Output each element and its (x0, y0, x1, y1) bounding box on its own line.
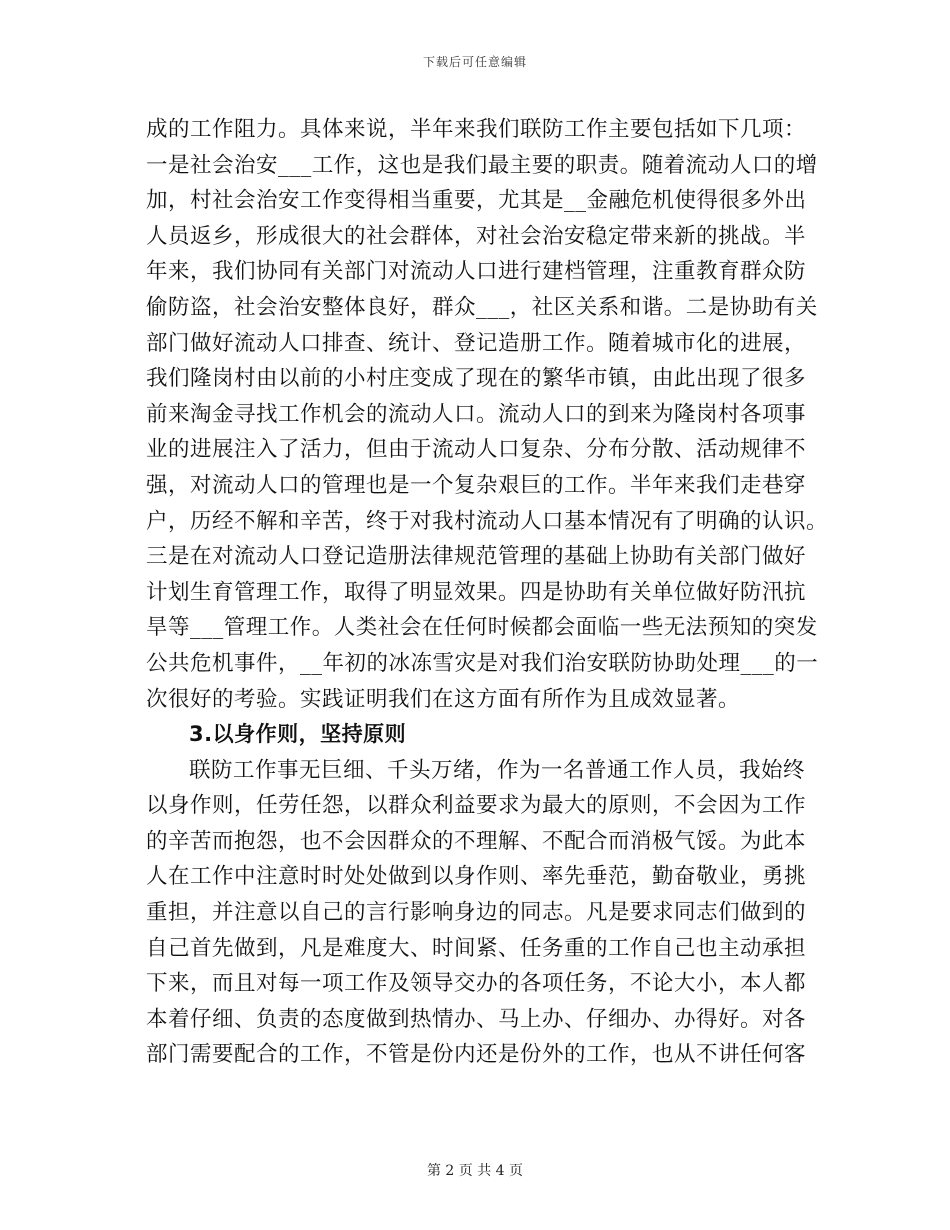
document-body (146, 112, 829, 1073)
paragraph-line: 计划生育管理工作，取得了明显效果。四是协助有关单位做好防汛抗 (146, 579, 807, 605)
paragraph-line: 人员返乡，形成很大的社会群体，对社会治安稳定带来新的挑战。半 (146, 223, 807, 249)
paragraph-line: 三是在对流动人口登记造册法律规范管理的基础上协助有关部门做好 (146, 544, 807, 570)
paragraph-line: 人在工作中注意时时处处做到以身作则、率先垂范，勤奋敬业，勇挑 (146, 864, 807, 890)
paragraph-line: 我们隆岗村由以前的小村庄变成了现在的繁华市镇，由此出现了很多 (146, 366, 807, 392)
header-note: 下载后可任意编辑 (422, 55, 527, 69)
paragraph-line: 前来淘金寻找工作机会的流动人口。流动人口的到来为隆岗村各项事 (146, 401, 807, 427)
paragraph-line: 公共危机事件，__年初的冰冻雪灾是对我们治安联防协助处理___的一 (146, 650, 819, 676)
paragraph-line: 下来，而且对每一项工作及领导交办的各项任务，不论大小，本人都 (146, 971, 807, 997)
paragraph-line: 偷防盗，社会治安整体良好，群众___，社区关系和谐。二是协助有关 (146, 294, 818, 320)
paragraph-line: 年来，我们协同有关部门对流动人口进行建档管理，注重教育群众防 (146, 259, 807, 285)
paragraph-line: 次很好的考验。实践证明我们在这方面有所作为且成效显著。 (146, 686, 741, 712)
page-number: 第 2 页 共 4 页 (426, 1163, 524, 1179)
paragraph-line: 的辛苦而抱怨，也不会因群众的不理解、不配合而消极气馁。为此本 (146, 828, 807, 854)
paragraph-line: 旱等___管理工作。人类社会在任何时候都会面临一些无法预知的突发 (146, 615, 818, 641)
paragraph-line: 联防工作事无巨细、千头万绪，作为一名普通工作人员，我始终 (189, 757, 806, 783)
section-heading: 3.以身作则，坚持原则 (189, 722, 407, 747)
paragraph-line: 本着仔细、负责的态度做到热情办、马上办、仔细办、办得好。对各 (146, 1006, 807, 1032)
paragraph-line: 重担，并注意以自己的言行影响身边的同志。凡是要求同志们做到的 (146, 900, 807, 926)
paragraph-line: 成的工作阻力。具体来说，半年来我们联防工作主要包括如下几项： (146, 117, 807, 142)
paragraph-line: 一是社会治安___工作，这也是我们最主要的职责。随着流动人口的增 (146, 152, 818, 178)
paragraph-line: 部门做好流动人口排查、统计、登记造册工作。随着城市化的进展， (146, 330, 807, 356)
paragraph-line: 部门需要配合的工作，不管是份内还是份外的工作，也从不讲任何客 (146, 1042, 807, 1068)
paragraph-line: 户，历经不解和辛苦，终于对我村流动人口基本情况有了明确的认识。 (146, 508, 829, 534)
paragraph-line: 强，对流动人口的管理也是一个复杂艰巨的工作。半年来我们走巷穿 (146, 472, 807, 498)
paragraph-line: 加，村社会治安工作变得相当重要，尤其是__金融危机使得很多外出 (146, 188, 807, 214)
paragraph-line: 业的进展注入了活力，但由于流动人口复杂、分布分散、活动规律不 (146, 437, 807, 463)
paragraph-line: 自己首先做到，凡是难度大、时间紧、任务重的工作自己也主动承担 (146, 935, 807, 961)
paragraph-line: 以身作则，任劳任怨，以群众利益要求为最大的原则，不会因为工作 (146, 793, 807, 819)
